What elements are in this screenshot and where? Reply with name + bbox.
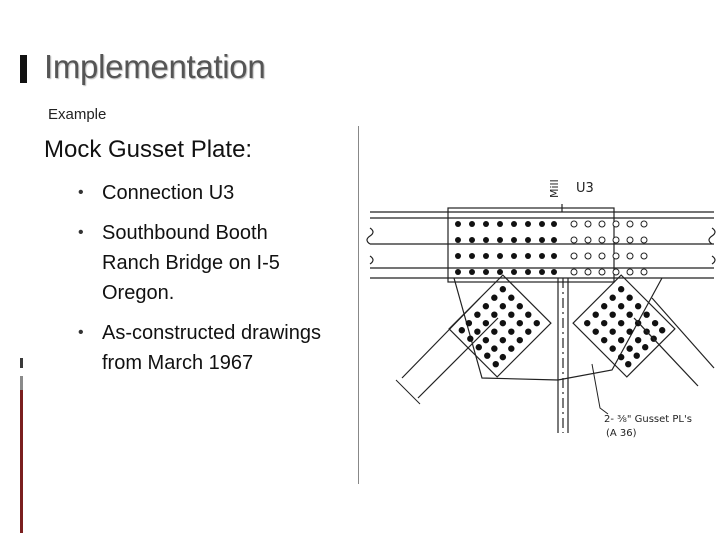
label-connection: U3 <box>576 181 594 196</box>
callout-gusset: 2- ⅜" Gusset PL's <box>604 414 692 425</box>
right-diagonal <box>573 275 675 377</box>
drawing-svg <box>362 168 718 458</box>
slide-subtitle: Example <box>48 106 107 123</box>
callout-spec: (A 36) <box>606 428 637 439</box>
left-diagonal <box>449 275 551 377</box>
bullet-text: Southbound Booth Ranch Bridge on I-5 Oregon. <box>102 222 280 304</box>
slide-title: Implementation <box>44 48 266 85</box>
bolt-grid-right <box>571 221 647 275</box>
left-accent-bar <box>20 358 23 533</box>
accent-gap <box>20 368 23 376</box>
bullet-item <box>78 218 378 308</box>
column-divider <box>358 126 359 484</box>
accent-segment-dark <box>20 358 23 368</box>
bullet-text: As-constructed drawings from March 1967 <box>102 322 321 374</box>
bullet-text: Connection U3 <box>102 182 235 204</box>
label-mill: Mill <box>548 179 561 198</box>
bullet-list <box>78 178 378 388</box>
bullet-item <box>78 318 378 378</box>
title-marker <box>20 55 27 83</box>
bullet-item <box>78 178 378 208</box>
section-heading: Mock Gusset Plate: <box>44 136 253 163</box>
accent-segment-gray <box>20 376 23 390</box>
accent-segment-red <box>20 390 23 533</box>
gusset-plate-drawing <box>362 168 718 458</box>
bolt-grid-left <box>455 221 557 275</box>
